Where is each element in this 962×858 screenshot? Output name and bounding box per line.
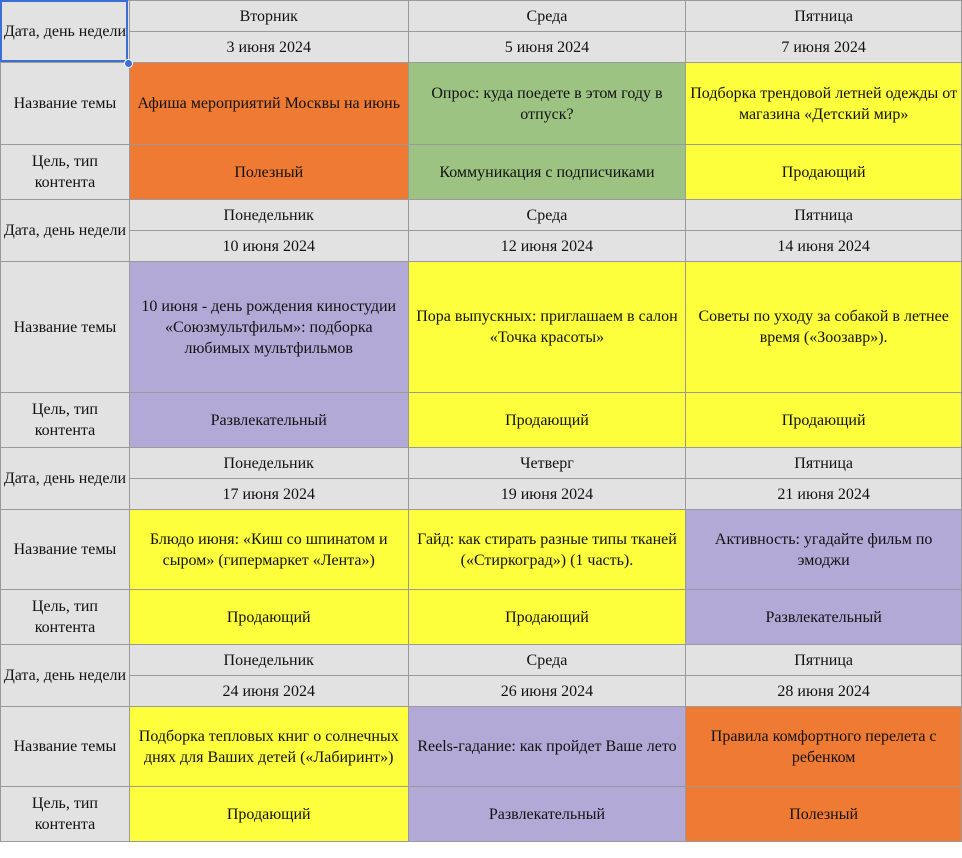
cell-topic[interactable]: Блюдо июня: «Киш со шпинатом и сыром» (гипермаркет «Лента»): [129, 510, 408, 590]
cell-topic[interactable]: Reels-гадание: как пройдет Ваше лето: [408, 707, 686, 787]
cell-weekday[interactable]: Вторник: [129, 1, 408, 32]
cell-weekday[interactable]: Четверг: [408, 448, 686, 479]
cell-weekday[interactable]: Среда: [408, 200, 686, 231]
cell-topic[interactable]: Опрос: куда поедете в этом году в отпуск?: [408, 63, 686, 145]
cell-label-date-day[interactable]: Дата, день недели: [1, 1, 130, 63]
cell-label-topic[interactable]: Название темы: [1, 707, 130, 787]
cell-label-goal[interactable]: Цель, тип контента: [1, 787, 130, 842]
cell-label-date-day[interactable]: Дата, день недели: [1, 200, 130, 262]
cell-label-topic[interactable]: Название темы: [1, 63, 130, 145]
cell-topic[interactable]: Подборка тепловых книг о солнечных днях для Ваших детей («Лабиринт»): [129, 707, 408, 787]
cell-date[interactable]: 10 июня 2024: [129, 231, 408, 262]
cell-goal[interactable]: Продающий: [686, 393, 962, 448]
cell-label-topic[interactable]: Название темы: [1, 262, 130, 393]
cell-goal[interactable]: Продающий: [129, 590, 408, 645]
cell-weekday[interactable]: Понедельник: [129, 645, 408, 676]
cell-topic[interactable]: Гайд: как стирать разные типы тканей («Стиркоград») (1 часть).: [408, 510, 686, 590]
cell-topic[interactable]: Активность: угадайте фильм по эмоджи: [686, 510, 962, 590]
cell-date[interactable]: 12 июня 2024: [408, 231, 686, 262]
cell-label-goal[interactable]: Цель, тип контента: [1, 145, 130, 200]
cell-weekday[interactable]: Среда: [408, 645, 686, 676]
cell-topic[interactable]: Пора выпускных: приглашаем в салон «Точка красоты»: [408, 262, 686, 393]
cell-goal[interactable]: Продающий: [408, 590, 686, 645]
cell-goal[interactable]: Продающий: [408, 393, 686, 448]
cell-weekday[interactable]: Понедельник: [129, 200, 408, 231]
cell-label-goal[interactable]: Цель, тип контента: [1, 393, 130, 448]
cell-date[interactable]: 28 июня 2024: [686, 676, 962, 707]
cell-topic[interactable]: 10 июня - день рождения киностудии «Союзмультфильм»: подборка любимых мультфильмов: [129, 262, 408, 393]
cell-date[interactable]: 7 июня 2024: [686, 32, 962, 63]
cell-goal[interactable]: Коммуникация с подписчиками: [408, 145, 686, 200]
cell-topic[interactable]: Подборка трендовой летней одежды от магазина «Детский мир»: [686, 63, 962, 145]
cell-goal[interactable]: Развлекательный: [686, 590, 962, 645]
cell-date[interactable]: 24 июня 2024: [129, 676, 408, 707]
cell-goal[interactable]: Полезный: [686, 787, 962, 842]
cell-weekday[interactable]: Пятница: [686, 200, 962, 231]
cell-weekday[interactable]: Пятница: [686, 1, 962, 32]
cell-date[interactable]: 21 июня 2024: [686, 479, 962, 510]
cell-weekday[interactable]: Понедельник: [129, 448, 408, 479]
cell-label-date-day[interactable]: Дата, день недели: [1, 448, 130, 510]
cell-label-date-day[interactable]: Дата, день недели: [1, 645, 130, 707]
cell-weekday[interactable]: Пятница: [686, 448, 962, 479]
cell-topic[interactable]: Афиша мероприятий Москвы на июнь: [129, 63, 408, 145]
cell-date[interactable]: 14 июня 2024: [686, 231, 962, 262]
cell-goal[interactable]: Продающий: [686, 145, 962, 200]
cell-weekday[interactable]: Пятница: [686, 645, 962, 676]
cell-date[interactable]: 3 июня 2024: [129, 32, 408, 63]
cell-goal[interactable]: Полезный: [129, 145, 408, 200]
cell-date[interactable]: 17 июня 2024: [129, 479, 408, 510]
cell-topic[interactable]: Правила комфортного перелета с ребенком: [686, 707, 962, 787]
cell-date[interactable]: 5 июня 2024: [408, 32, 686, 63]
cell-label-goal[interactable]: Цель, тип контента: [1, 590, 130, 645]
cell-goal[interactable]: Продающий: [129, 787, 408, 842]
selection-fill-handle[interactable]: [124, 59, 133, 68]
cell-goal[interactable]: Развлекательный: [408, 787, 686, 842]
cell-goal[interactable]: Развлекательный: [129, 393, 408, 448]
cell-date[interactable]: 26 июня 2024: [408, 676, 686, 707]
cell-weekday[interactable]: Среда: [408, 1, 686, 32]
cell-date[interactable]: 19 июня 2024: [408, 479, 686, 510]
cell-topic[interactable]: Советы по уходу за собакой в летнее время («Зоозавр»).: [686, 262, 962, 393]
cell-label-topic[interactable]: Название темы: [1, 510, 130, 590]
